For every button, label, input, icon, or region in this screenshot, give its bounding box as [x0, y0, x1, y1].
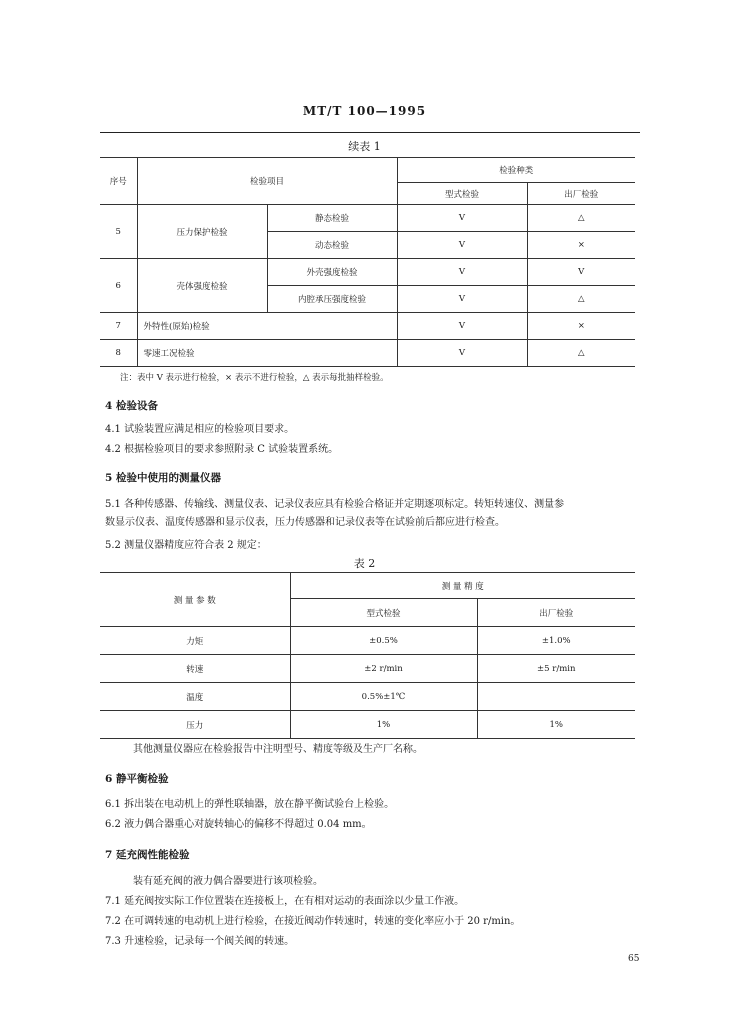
- section4-title: 4 检验设备: [105, 400, 158, 412]
- row-type-test: V: [397, 340, 527, 367]
- paragraph: 5.2 测量仪器精度应符合表 2 规定：: [105, 540, 267, 551]
- header-precision: 测 量 精 度: [290, 573, 635, 599]
- row-param: 压力: [100, 711, 290, 739]
- row-group: 压力保护检验: [137, 205, 267, 259]
- row-sub: 外壳强度检验: [267, 259, 397, 286]
- row-factory-test: ±1.0%: [477, 627, 635, 655]
- paragraph: 5.1 各种传感器、传输线、测量仪表、记录仪表应具有检验合格证并定期逐项标定。转矩转速仪、测量参: [105, 499, 565, 510]
- row-type-test: V: [397, 286, 527, 313]
- paragraph: 4.2 根据检验项目的要求参照附录 C 试验装置系统。: [105, 444, 339, 455]
- table1-note: 注：表中 V 表示进行检验，× 表示不进行检验，△ 表示每批抽样检验。: [120, 373, 389, 383]
- table1-caption: 续表 1: [348, 140, 381, 153]
- header-type-test: 型式检验: [290, 599, 477, 627]
- page-number: 65: [628, 954, 640, 964]
- row-seq: 6: [100, 259, 137, 313]
- paragraph: 装有延充阀的液力偶合器要进行该项检验。: [133, 876, 323, 887]
- paragraph: 数显示仪表、温度传感器和显示仪表，压力传感器和记录仪表等在试验前后都应进行检查。: [105, 517, 505, 528]
- table2: [100, 572, 635, 739]
- header-type-test: 型式检验: [397, 183, 527, 205]
- header-seq: 序号: [100, 158, 137, 205]
- row-factory-test: △: [527, 286, 635, 313]
- row-factory-test: ×: [527, 313, 635, 340]
- row-type-test: V: [397, 205, 527, 232]
- section5-title: 5 检验中使用的测量仪器: [105, 472, 221, 484]
- section7-title: 7 延充阀性能检验: [105, 849, 190, 861]
- table1: [100, 157, 635, 367]
- row-type-test: ±0.5%: [290, 627, 477, 655]
- row-factory-test: △: [527, 205, 635, 232]
- row-group: 外特性(原始)检验: [137, 313, 397, 340]
- header-factory-test: 出厂检验: [477, 599, 635, 627]
- row-group: 零速工况检验: [137, 340, 397, 367]
- header-param: 测 量 参 数: [100, 573, 290, 627]
- table2-note: 其他测量仪器应在检验报告中注明型号、精度等级及生产厂名称。: [133, 744, 423, 755]
- paragraph: 7.2 在可调转速的电动机上进行检验，在接近阀动作转速时，转速的变化率应小于 20 r/min。: [105, 916, 521, 927]
- row-seq: 7: [100, 313, 137, 340]
- paragraph: 6.2 液力偶合器重心对旋转轴心的偏移不得超过 0.04 mm。: [105, 819, 372, 830]
- row-seq: 5: [100, 205, 137, 259]
- row-factory-test: 1%: [477, 711, 635, 739]
- row-type-test: ±2 r/min: [290, 655, 477, 683]
- row-type-test: V: [397, 259, 527, 286]
- row-param: 温度: [100, 683, 290, 711]
- paragraph: 6.1 拆出装在电动机上的弹性联轴器，放在静平衡试验台上检验。: [105, 799, 395, 810]
- header-rule: [100, 132, 640, 133]
- row-type-test: 1%: [290, 711, 477, 739]
- row-seq: 8: [100, 340, 137, 367]
- row-factory-test: V: [527, 259, 635, 286]
- row-factory-test: [477, 683, 635, 711]
- section6-title: 6 静平衡检验: [105, 773, 169, 785]
- row-sub: 内腔承压强度检验: [267, 286, 397, 313]
- row-group: 壳体强度检验: [137, 259, 267, 313]
- paragraph: 4.1 试验装置应满足相应的检验项目要求。: [105, 424, 295, 435]
- paragraph: 7.1 延充阀按实际工作位置装在连接板上，在有相对运动的表面涂以少量工作液。: [105, 896, 465, 907]
- row-type-test: V: [397, 232, 527, 259]
- row-param: 力矩: [100, 627, 290, 655]
- row-type-test: 0.5%±1℃: [290, 683, 477, 711]
- row-sub: 动态检验: [267, 232, 397, 259]
- row-sub: 静态检验: [267, 205, 397, 232]
- row-factory-test: ±5 r/min: [477, 655, 635, 683]
- header-category: 检验种类: [397, 158, 635, 183]
- header-factory-test: 出厂检验: [527, 183, 635, 205]
- header-item: 检验项目: [137, 158, 397, 205]
- row-type-test: V: [397, 313, 527, 340]
- document-code: MT/T 100—1995: [302, 104, 427, 118]
- row-param: 转速: [100, 655, 290, 683]
- row-factory-test: △: [527, 340, 635, 367]
- table2-caption: 表 2: [353, 557, 376, 570]
- paragraph: 7.3 升速检验，记录每一个阀关阀的转速。: [105, 936, 295, 947]
- row-factory-test: ×: [527, 232, 635, 259]
